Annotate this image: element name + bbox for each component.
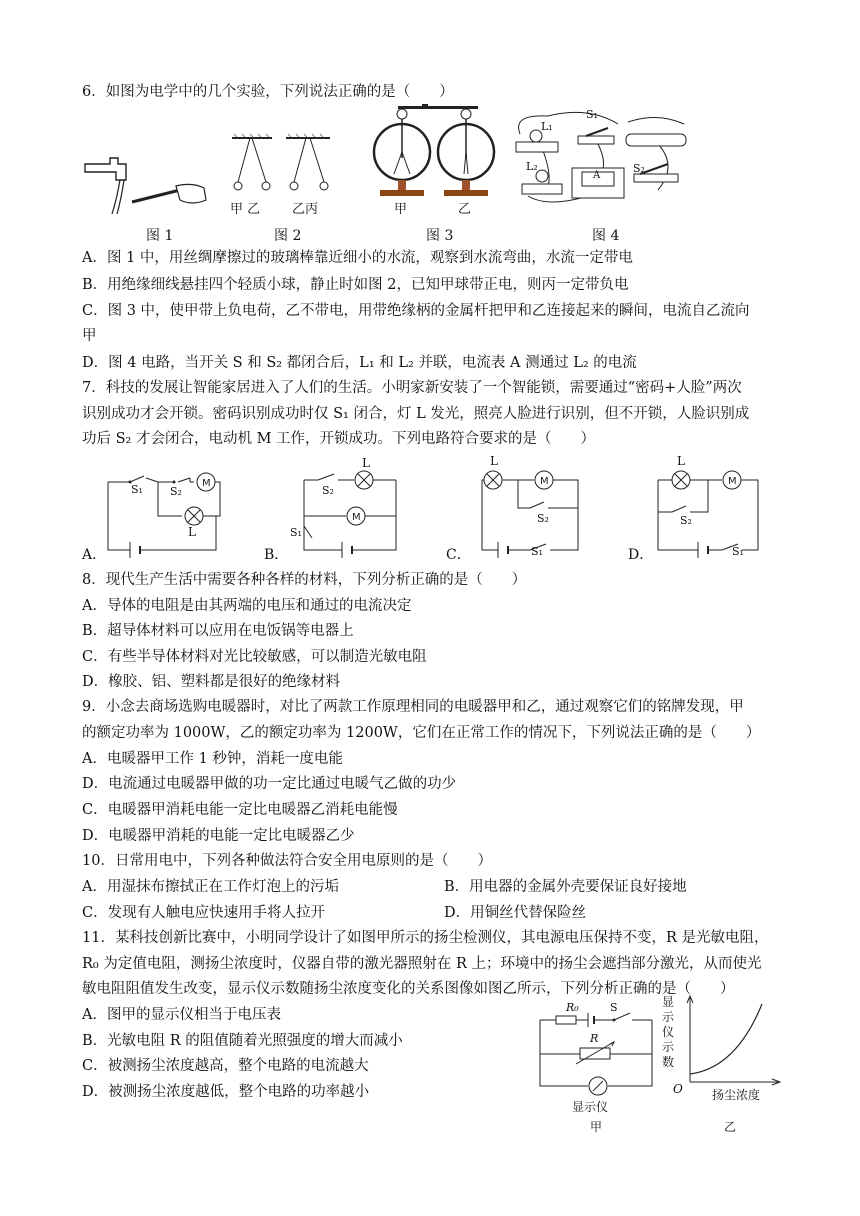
- figure-4-caption: 图 4: [592, 228, 620, 244]
- q11-option-b: B．光敏电阻 R 的阻值随着光照强度的增大而减小: [82, 1033, 403, 1049]
- q9-stem-line-1: 9．小念去商场选购电暖器时，对比了两款工作原理相同的电暖器甲和乙，通过观察它们的铭牌发现，甲: [82, 699, 744, 715]
- q7-stem-line-1: 7．科技的发展让智能家居进入了人们的生活。小明家新安装了一个智能锁，需要通过“密码+人脸”两次: [82, 380, 742, 396]
- figure-2-label-right: 乙丙: [292, 202, 319, 217]
- q11-label-r: R: [590, 1032, 599, 1045]
- q6-option-c: C．图 3 中，使甲带上负电荷，乙不带电，用带绝缘柄的金属杆把甲和乙连接起来的瞬间，电流自乙流向: [82, 303, 750, 319]
- q11-graph-y-label: 显示仪示数: [662, 995, 675, 1069]
- q7a-label-l: L: [188, 525, 196, 539]
- q7-circuit-d: [648, 456, 772, 564]
- q7a-label-s2: S₂: [170, 485, 182, 498]
- q11-label-r0: R₀: [566, 1001, 579, 1014]
- figure-4-label-l2: L₂: [526, 160, 538, 173]
- q10-option-c: C．发现有人触电应快速用手将人拉开: [82, 905, 326, 921]
- figure-4-parallel-circuit: [508, 104, 698, 212]
- q11-option-d: D．被测扬尘浓度越低，整个电路的功率越小: [82, 1084, 370, 1100]
- svg-text:M: M: [352, 512, 361, 523]
- q9-stem-line-2: 的额定功率为 1000W，乙的额定功率为 1200W，它们在正常工作的情况下，下列说法正确的是（ ）: [82, 725, 761, 741]
- q9-option-d: D．电暖器甲消耗的电能一定比电暖器乙少: [82, 828, 355, 844]
- q10-stem: 10．日常用电中，下列各种做法符合安全用电原则的是（ ）: [82, 853, 492, 869]
- q7d-label-s1: S₁: [732, 545, 744, 558]
- q11-graph-x-label: 扬尘浓度: [712, 1088, 761, 1102]
- q11-graph-origin: O: [673, 1082, 683, 1096]
- q11-stem-line-3: 敏电阻阻值发生改变，显示仪示数随扬尘浓度变化的关系图像如图乙所示，下列分析正确的是（ ）: [82, 981, 735, 997]
- figure-1-caption: 图 1: [146, 228, 174, 244]
- q7c-label-s1: S₁: [531, 545, 543, 558]
- q8-stem: 8．现代生产生活中需要各种各样的材料，下列分析正确的是（ ）: [82, 572, 527, 588]
- q8-option-b: B．超导体材料可以应用在电饭锅等电器上: [82, 623, 354, 639]
- q11-graph-curve: [690, 1004, 762, 1074]
- svg-text:M: M: [728, 476, 737, 487]
- q7-stem-line-3: 功后 S₂ 才会闭合，电动机 M 工作，开锁成功。下列电路符合要求的是（ ）: [82, 431, 596, 447]
- q9-option-b: D．电流通过电暖器甲做的功一定比通过电暖气乙做的功少: [82, 776, 457, 792]
- q11-label-display: 显示仪: [572, 1100, 609, 1114]
- q8-option-a: A．导体的电阻是由其两端的电压和通过的电流决定: [82, 598, 412, 614]
- q11-stem-line-1: 11．某科技创新比赛中，小明同学设计了如图甲所示的扬尘检测仪，其电源电压保持不变，R 是光敏电阻，: [82, 930, 769, 946]
- q9-option-a: A．电暖器甲工作 1 秒钟，消耗一度电能: [82, 751, 343, 767]
- q7-option-c-letter: C．: [446, 547, 471, 563]
- figure-3-electroscopes: [368, 102, 504, 206]
- q11-label-jia: 甲: [590, 1120, 603, 1134]
- q10-option-a: A．用湿抹布擦拭正在工作灯泡上的污垢: [82, 879, 339, 895]
- q7-option-a-letter: A．: [82, 547, 107, 563]
- figure-2-label-left: 甲 乙: [230, 202, 261, 217]
- q11-option-c: C．被测扬尘浓度越高，整个电路的电流越大: [82, 1058, 369, 1074]
- q11-figure-yi-graph: [676, 994, 782, 1086]
- q8-option-d: D．橡胶、铝、塑料都是很好的绝缘材料: [82, 674, 341, 690]
- q7b-label-l: L: [362, 456, 370, 470]
- q6-option-c-cont: 甲: [82, 328, 97, 344]
- q11-label-s: S: [610, 1001, 618, 1014]
- figure-4-label-ammeter: A: [593, 170, 601, 181]
- q11-figure-jia-circuit: [532, 1002, 660, 1098]
- q7-stem-line-2: 识别成功才会开锁。密码识别成功时仅 S₁ 闭合，灯 L 发光，照亮人脸进行识别，但不开锁，人脸识别成: [82, 406, 750, 422]
- figure-3-label-yi: 乙: [458, 202, 472, 217]
- q7-circuit-a: [96, 456, 244, 564]
- q6-stem: 6．如图为电学中的几个实验，下列说法正确的是（ ）: [82, 84, 454, 100]
- q7-circuit-b: [284, 456, 408, 564]
- q7-option-d-letter: D．: [628, 547, 654, 563]
- q7d-label-l: L: [677, 454, 685, 468]
- q6-option-d: D．图 4 电路，当开关 S 和 S₂ 都闭合后，L₁ 和 L₂ 并联，电流表 A 测通过 L₂ 的电流: [82, 355, 637, 371]
- svg-text:M: M: [202, 478, 211, 489]
- q7c-label-s2: S₂: [537, 512, 549, 525]
- q7c-label-l: L: [490, 454, 498, 468]
- q7a-label-s1: S₁: [131, 483, 143, 496]
- figure-3-label-jia: 甲: [394, 202, 408, 217]
- q7-circuit-c: [468, 456, 592, 564]
- figure-3-caption: 图 3: [426, 228, 454, 244]
- q8-option-c: C．有些半导体材料对光比较敏感，可以制造光敏电阻: [82, 649, 427, 665]
- q7b-label-s1: S₁: [290, 526, 302, 539]
- q7b-label-s2: S₂: [322, 484, 334, 497]
- q10-option-d: D．用铜丝代替保险丝: [444, 905, 587, 921]
- figure-1-faucet-rod: [80, 150, 210, 220]
- q11-option-a: A．图甲的显示仪相当于电压表: [82, 1007, 281, 1023]
- q7-option-b-letter: B．: [264, 547, 289, 563]
- q6-option-a: A．图 1 中，用丝绸摩擦过的玻璃棒靠近细小的水流，观察到水流弯曲，水流一定带电: [82, 250, 633, 266]
- q6-option-b: B．用绝缘细线悬挂四个轻质小球，静止时如图 2，已知甲球带正电，则丙一定带负电: [82, 277, 629, 293]
- figure-4-label-s2: S₂: [633, 162, 645, 175]
- svg-text:M: M: [540, 476, 549, 487]
- q10-option-b: B．用电器的金属外壳要保证良好接地: [444, 879, 687, 895]
- q11-label-yi: 乙: [724, 1120, 737, 1134]
- figure-4-label-s1: S₁: [586, 108, 598, 121]
- figure-4-label-l1: L₁: [541, 120, 553, 133]
- figure-2-caption: 图 2: [274, 228, 302, 244]
- q7d-label-s2: S₂: [680, 514, 692, 527]
- q11-stem-line-2: R₀ 为定值电阻，测扬尘浓度时，仪器自带的激光器照射在 R 上；环境中的扬尘会遮挡部分激光，从而使光: [82, 956, 762, 972]
- q9-option-c: C．电暖器甲消耗电能一定比电暖器乙消耗电能慢: [82, 802, 398, 818]
